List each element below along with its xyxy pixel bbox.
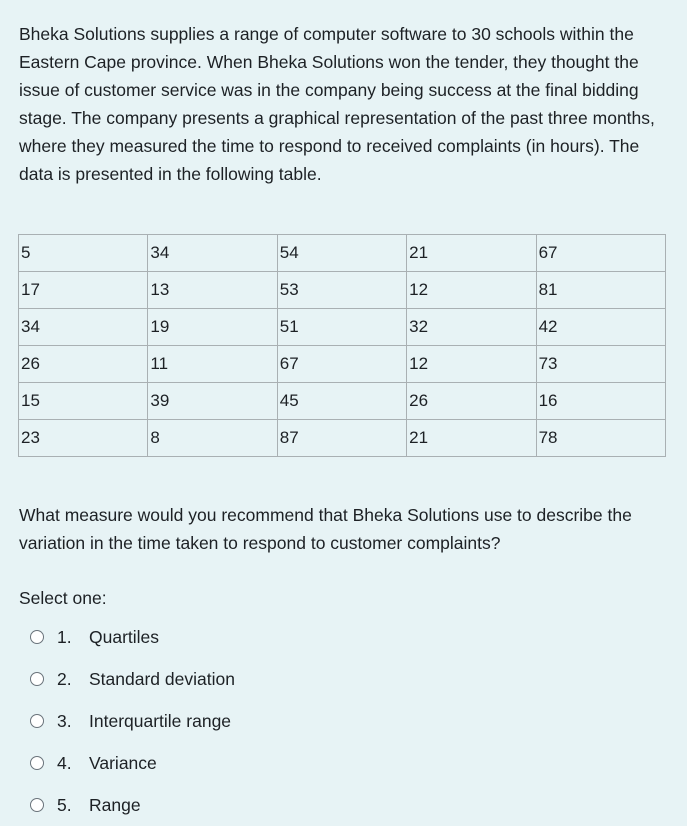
table-cell: 16 <box>536 383 665 420</box>
table-row <box>19 235 666 272</box>
table-cell: 8 <box>148 420 277 457</box>
table-cell: 53 <box>277 272 406 309</box>
table-row <box>19 309 666 346</box>
question-text: Bheka Solutions supplies a range of computer software to 30 schools within the Eastern Cape province. When Bheka Solutions won the tender, they thought the issue of customer service was in the company being success at the final bidding stage. The company presents a graphical representation of the past three months, where they measured the time to respond to received complaints (in hours). The data is presented in the following table. <box>19 24 655 184</box>
table-cell: 5 <box>19 235 148 272</box>
table-cell: 26 <box>19 346 148 383</box>
data-table <box>18 234 666 457</box>
table-cell: 21 <box>407 420 536 457</box>
table-cell: 26 <box>407 383 536 420</box>
table-cell: 81 <box>536 272 665 309</box>
table-cell: 34 <box>19 309 148 346</box>
radio-button[interactable] <box>30 714 44 728</box>
table-cell: 12 <box>407 272 536 309</box>
option-label: Quartiles <box>89 626 160 647</box>
select-one-label: Select one: <box>19 588 107 608</box>
option-number: 2. <box>57 668 72 689</box>
table-cell: 12 <box>407 346 536 383</box>
table-cell: 23 <box>19 420 148 457</box>
table-cell: 39 <box>148 383 277 420</box>
table-cell: 21 <box>407 235 536 272</box>
option-label: Interquartile range <box>89 710 232 731</box>
option-quartiles[interactable] <box>30 616 235 658</box>
radio-button[interactable] <box>30 630 44 644</box>
table-cell: 32 <box>407 309 536 346</box>
option-range[interactable] <box>30 784 235 826</box>
option-label: Variance <box>89 752 157 773</box>
option-variance[interactable] <box>30 742 235 784</box>
table-cell: 42 <box>536 309 665 346</box>
table-row <box>19 346 666 383</box>
table-row <box>19 420 666 457</box>
table-cell: 17 <box>19 272 148 309</box>
answer-options <box>30 616 235 826</box>
table-cell: 78 <box>536 420 665 457</box>
option-standard-deviation[interactable] <box>30 658 235 700</box>
radio-button[interactable] <box>30 798 44 812</box>
option-label: Standard deviation <box>89 668 235 689</box>
option-number: 1. <box>57 626 72 647</box>
option-number: 4. <box>57 752 72 773</box>
option-label: Range <box>89 794 141 815</box>
table-cell: 15 <box>19 383 148 420</box>
table-cell: 34 <box>148 235 277 272</box>
table-cell: 54 <box>277 235 406 272</box>
option-interquartile-range[interactable] <box>30 700 235 742</box>
table-cell: 87 <box>277 420 406 457</box>
option-number: 3. <box>57 710 72 731</box>
table-cell: 19 <box>148 309 277 346</box>
table-row <box>19 272 666 309</box>
table-cell: 67 <box>536 235 665 272</box>
table-cell: 13 <box>148 272 277 309</box>
table-cell: 73 <box>536 346 665 383</box>
table-row <box>19 383 666 420</box>
question-prompt: What measure would you recommend that Bheka Solutions use to describe the variation in the time taken to respond to customer complaints? <box>19 505 632 553</box>
option-number: 5. <box>57 794 72 815</box>
table-cell: 67 <box>277 346 406 383</box>
radio-button[interactable] <box>30 672 44 686</box>
table-cell: 51 <box>277 309 406 346</box>
table-cell: 45 <box>277 383 406 420</box>
radio-button[interactable] <box>30 756 44 770</box>
table-cell: 11 <box>148 346 277 383</box>
